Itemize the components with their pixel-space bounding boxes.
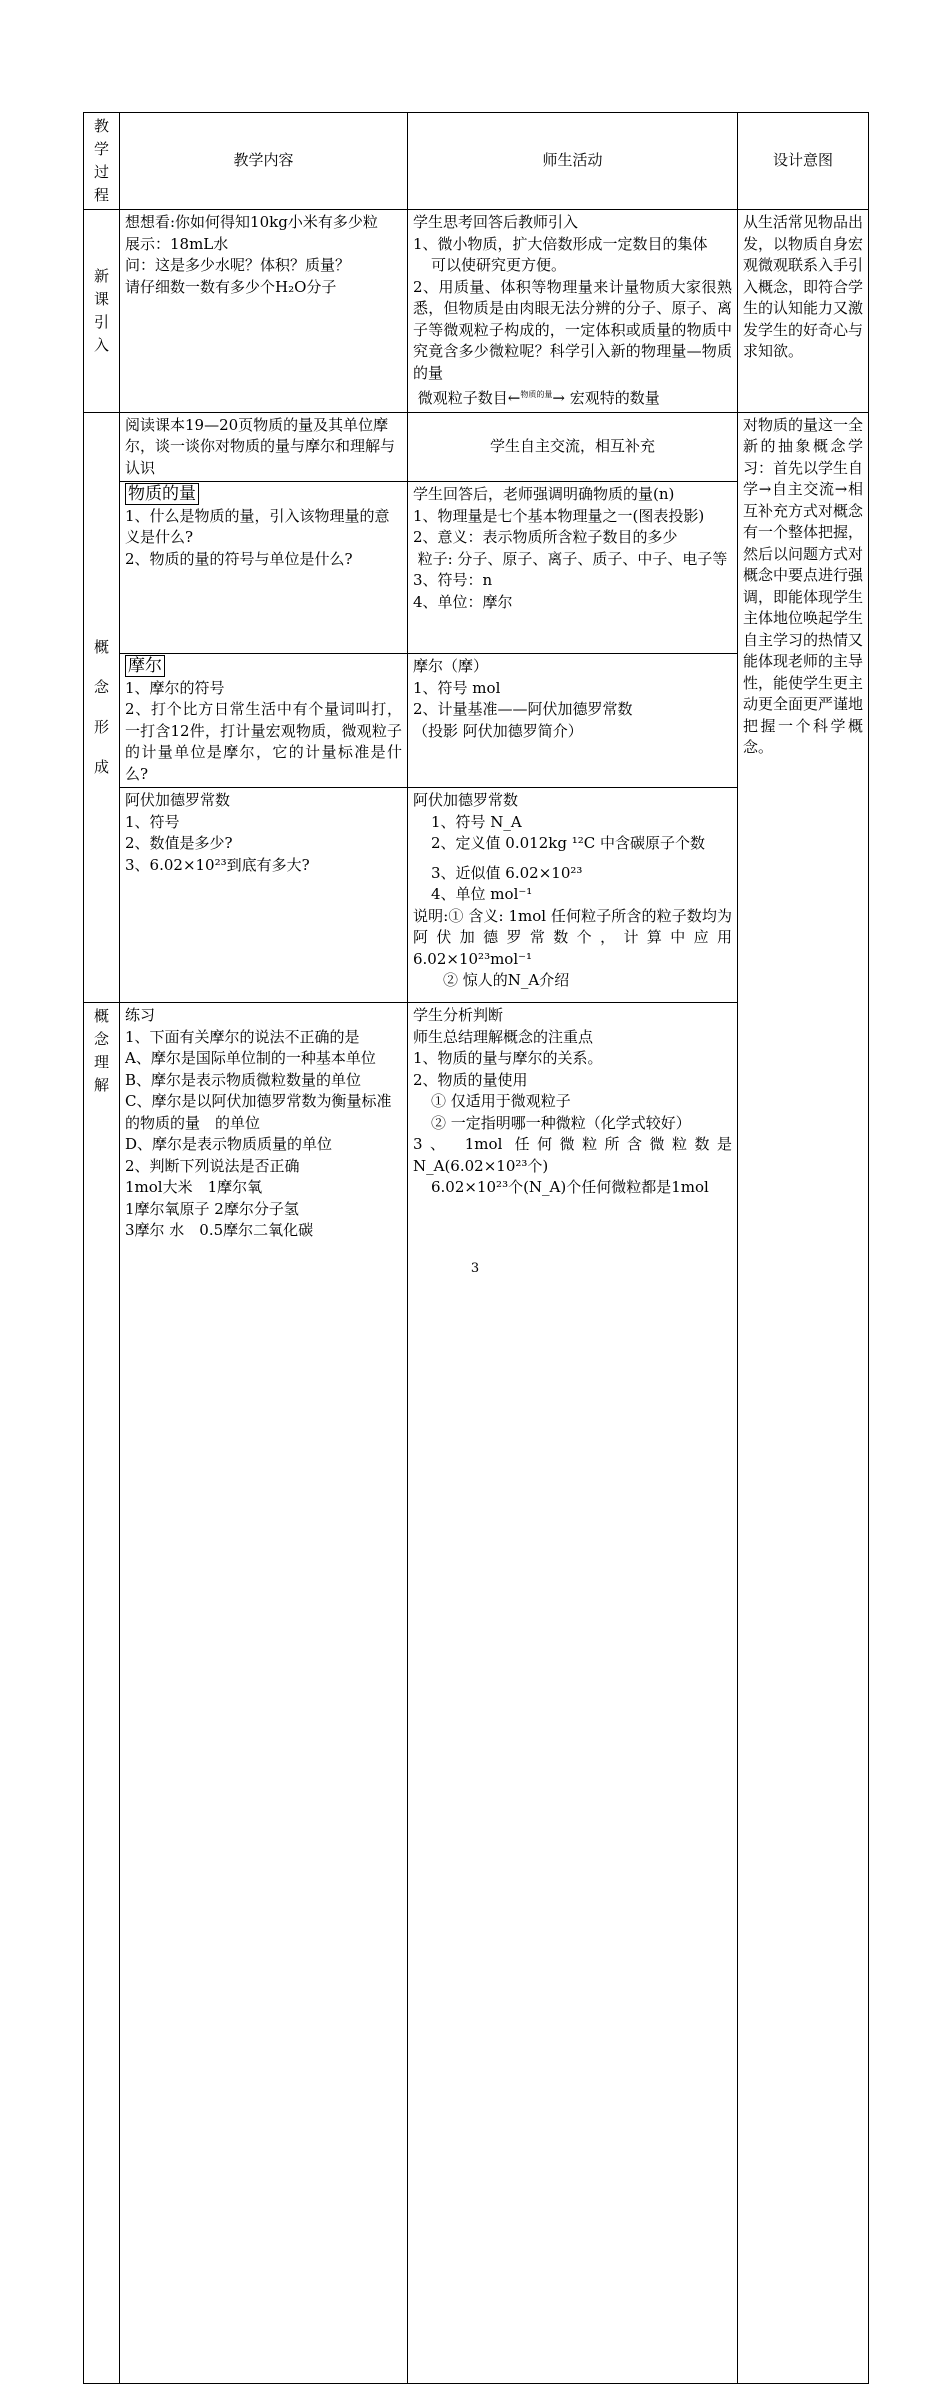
amount-content: 物质的量 1、什么是物质的量，引入该物理量的意义是什么? 2、物质的量的符号与单位是什么?	[120, 482, 408, 654]
stage-understanding: 概念理解	[84, 1003, 120, 2384]
stage-concept: 概念形成	[84, 412, 120, 1003]
header-process: 教学过程	[84, 113, 120, 210]
read-content: 阅读课本19—20页物质的量及其单位摩尔，谈一谈你对物质的量与摩尔和理解与认识	[120, 412, 408, 482]
amount-title: 物质的量	[125, 483, 199, 505]
conversion-arrow: 微观粒子数目←$^{物质的量}$→ 宏观特的数量	[417, 389, 660, 407]
page-number: 3	[470, 1261, 480, 1276]
mole-title: 摩尔	[125, 655, 165, 677]
header-row	[84, 113, 869, 210]
intro-row	[84, 210, 869, 413]
header-content: 教学内容	[120, 113, 408, 210]
header-activity: 师生活动	[408, 113, 738, 210]
concept-intent: 对物质的量这一全新的抽象概念学习：首先以学生自学→自主交流→相互补充方式对概念有一个整体把握，然后以问题方式对概念中要点进行强调，即能体现学生主体地位唤起学生自主学习的热情又能体现老师的主导性，能使学生更主动更全面更严谨地把握一个科学概念。	[738, 412, 869, 2384]
read-activity: 学生自主交流，相互补充	[408, 412, 738, 482]
lesson-plan-table	[83, 112, 869, 2384]
intro-content: 想想看:你如何得知10kg小米有多少粒 展示：18mL水 问：这是多少水呢？体积？质量？ 请仔细数一数有多少个H₂O分子	[120, 210, 408, 413]
mole-content: 摩尔 1、摩尔的符号 2、打个比方日常生活中有个量词叫打，一打含12件，打计量宏观物质，微观粒子的计量单位是摩尔，它的计量标准是什么?	[120, 654, 408, 788]
intro-activity: 学生思考回答后教师引入 1、微小物质，扩大倍数形成一定数目的集体 可以使研究更方便。 2、用质量、体积等物理量来计量物质大家很熟悉，但物质是由肉眼无法分辨的分子、原子、离子等微观粒子构成的，一定体积或质量的物质中究竟含多少微粒呢？科学引入新的物理量—物质的量 微观粒子数目←$^{物质的量}$→ 宏观特的数量	[408, 210, 738, 413]
avogadro-activity: 阿伏加德罗常数 1、符号 N_A 2、定义值 0.012kg ¹²C 中含碳原子个数 3、近似值 6.02×10²³ 4、单位 mol⁻¹ 说明:① 含义: 1mol 任何粒子所含的粒子数均为阿伏加德罗常数个，计算中应用6.02×10²³mol⁻¹ ② 惊人的N_A介绍	[408, 788, 738, 1003]
avogadro-content: 阿伏加德罗常数 1、符号 2、数值是多少? 3、6.02×10²³到底有多大?	[120, 788, 408, 1003]
mole-activity: 摩尔（摩） 1、符号 mol 2、计量基准——阿伏加德罗常数 （投影 阿伏加德罗简介）	[408, 654, 738, 788]
understanding-content: 练习 1、下面有关摩尔的说法不正确的是 A、摩尔是国际单位制的一种基本单位 B、摩尔是表示物质微粒数量的单位 C、摩尔是以阿伏加德罗常数为衡量标准的物质的量 的单位 D、摩尔是表示物质质量的单位 2、判断下列说法是否正确 1mol大米 1摩尔氧 1摩尔氧原子 2摩尔分子氢 3摩尔 水 0.5摩尔二氧化碳	[120, 1003, 408, 2384]
read-row	[84, 412, 869, 482]
stage-intro: 新课引入	[84, 210, 120, 413]
header-intent: 设计意图	[738, 113, 869, 210]
amount-activity: 学生回答后，老师强调明确物质的量(n) 1、物理量是七个基本物理量之一(图表投影) 2、意义：表示物质所含粒子数目的多少 粒子: 分子、原子、离子、质子、中子、电子等 3、符号：n 4、单位：摩尔	[408, 482, 738, 654]
intro-intent: 从生活常见物品出发，以物质自身宏观微观联系入手引入概念，即符合学生的认知能力又激发学生的好奇心与求知欲。	[738, 210, 869, 413]
understanding-activity: 学生分析判断 师生总结理解概念的注重点 1、物质的量与摩尔的关系。 2、物质的量使用 ① 仅适用于微观粒子 ② 一定指明哪一种微粒（化学式较好） 3、 1mol 任何微粒所含微粒数是 N_A(6.02×10²³个) 6.02×10²³个(N_A)个任何微粒都是1mol	[408, 1003, 738, 2384]
